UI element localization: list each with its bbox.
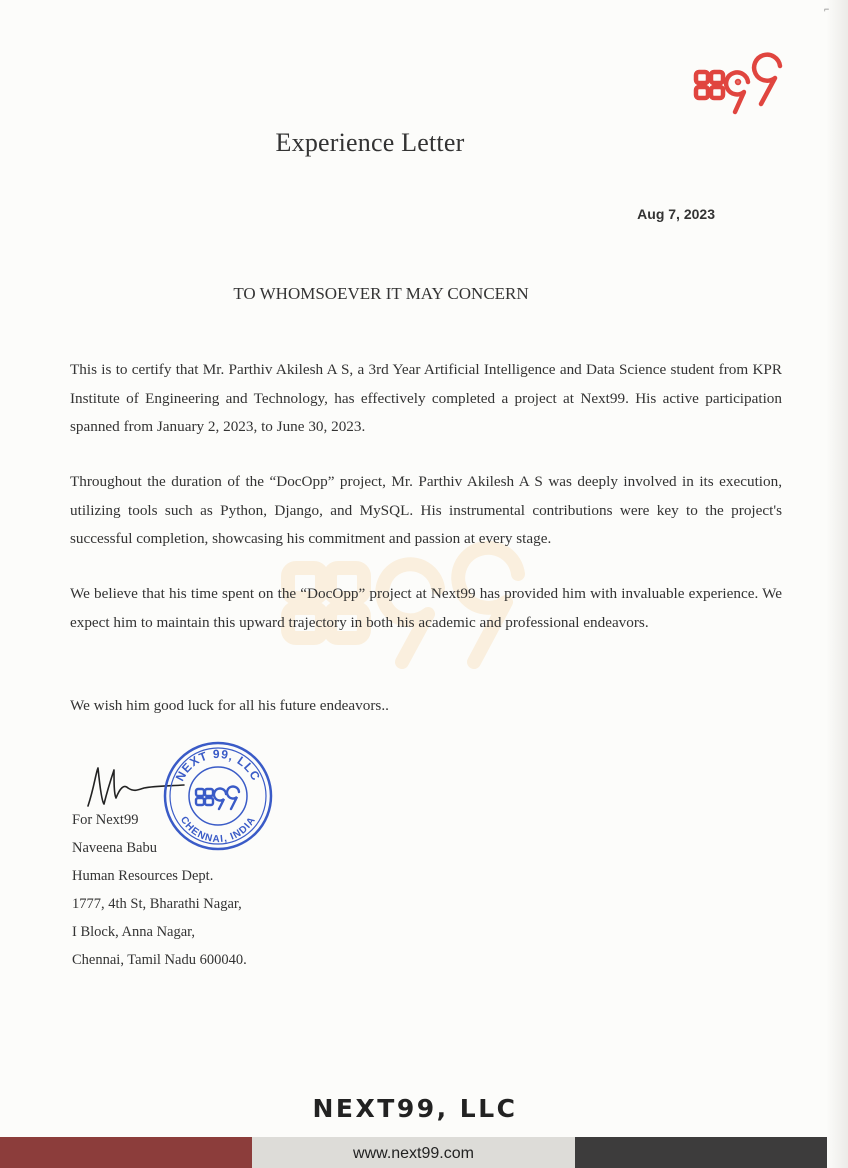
address-line-3: Chennai, Tamil Nadu 600040.	[72, 952, 247, 968]
signatory-name: Naveena Babu	[72, 840, 157, 856]
footer-bar-dark	[575, 1137, 827, 1168]
address-line-1: 1777, 4th St, Bharathi Nagar,	[72, 896, 242, 912]
signatory-department: Human Resources Dept.	[72, 868, 214, 884]
letter-title: Experience Letter	[275, 128, 465, 157]
scan-edge-shadow	[826, 0, 848, 1168]
paragraph-experience: We believe that his time spent on the “DocOpp” project at Next99 has provided him with invaluable experience. We expect him to maintain this upward trajectory in both his academic and professional endeavors.	[70, 585, 782, 631]
paragraph-wishes: We wish him good luck for all his future endeavors..	[70, 697, 389, 714]
next99-logo-icon	[690, 52, 800, 122]
salutation: TO WHOMSOEVER IT MAY CONCERN	[233, 284, 529, 303]
footer-company-name: NEXT99, LLC	[312, 1094, 518, 1123]
for-company-line: For Next99	[72, 812, 139, 828]
footer-website: www.next99.com	[353, 1145, 474, 1162]
signature-block	[72, 806, 247, 974]
footer-bar-red	[0, 1137, 252, 1168]
seal-top-text: NEXT 99, LLC	[172, 746, 264, 784]
letter-date: Aug 7, 2023	[637, 206, 715, 222]
paragraph-project-details: Throughout the duration of the “DocOpp” project, Mr. Parthiv Akilesh A S was deeply involved in its execution, utilizing tools such as Python, Django, and MySQL. His instrumental contributions were key to the project's successful completion, showcasing his commitment and passion at every stage.	[70, 473, 782, 547]
seal-bottom-text: CHENNAI, INDIA	[177, 814, 259, 846]
address-line-2: I Block, Anna Nagar,	[72, 924, 196, 940]
scan-corner-mark: ⌐	[824, 4, 830, 14]
paragraph-certification: This is to certify that Mr. Parthiv Akilesh A S, a 3rd Year Artificial Intelligence and Data Science student from KPR Institute of Engineering and Technology, has effectively completed a project at Next99. His active participation spanned from January 2, 2023, to June 30, 2023.	[70, 361, 782, 435]
